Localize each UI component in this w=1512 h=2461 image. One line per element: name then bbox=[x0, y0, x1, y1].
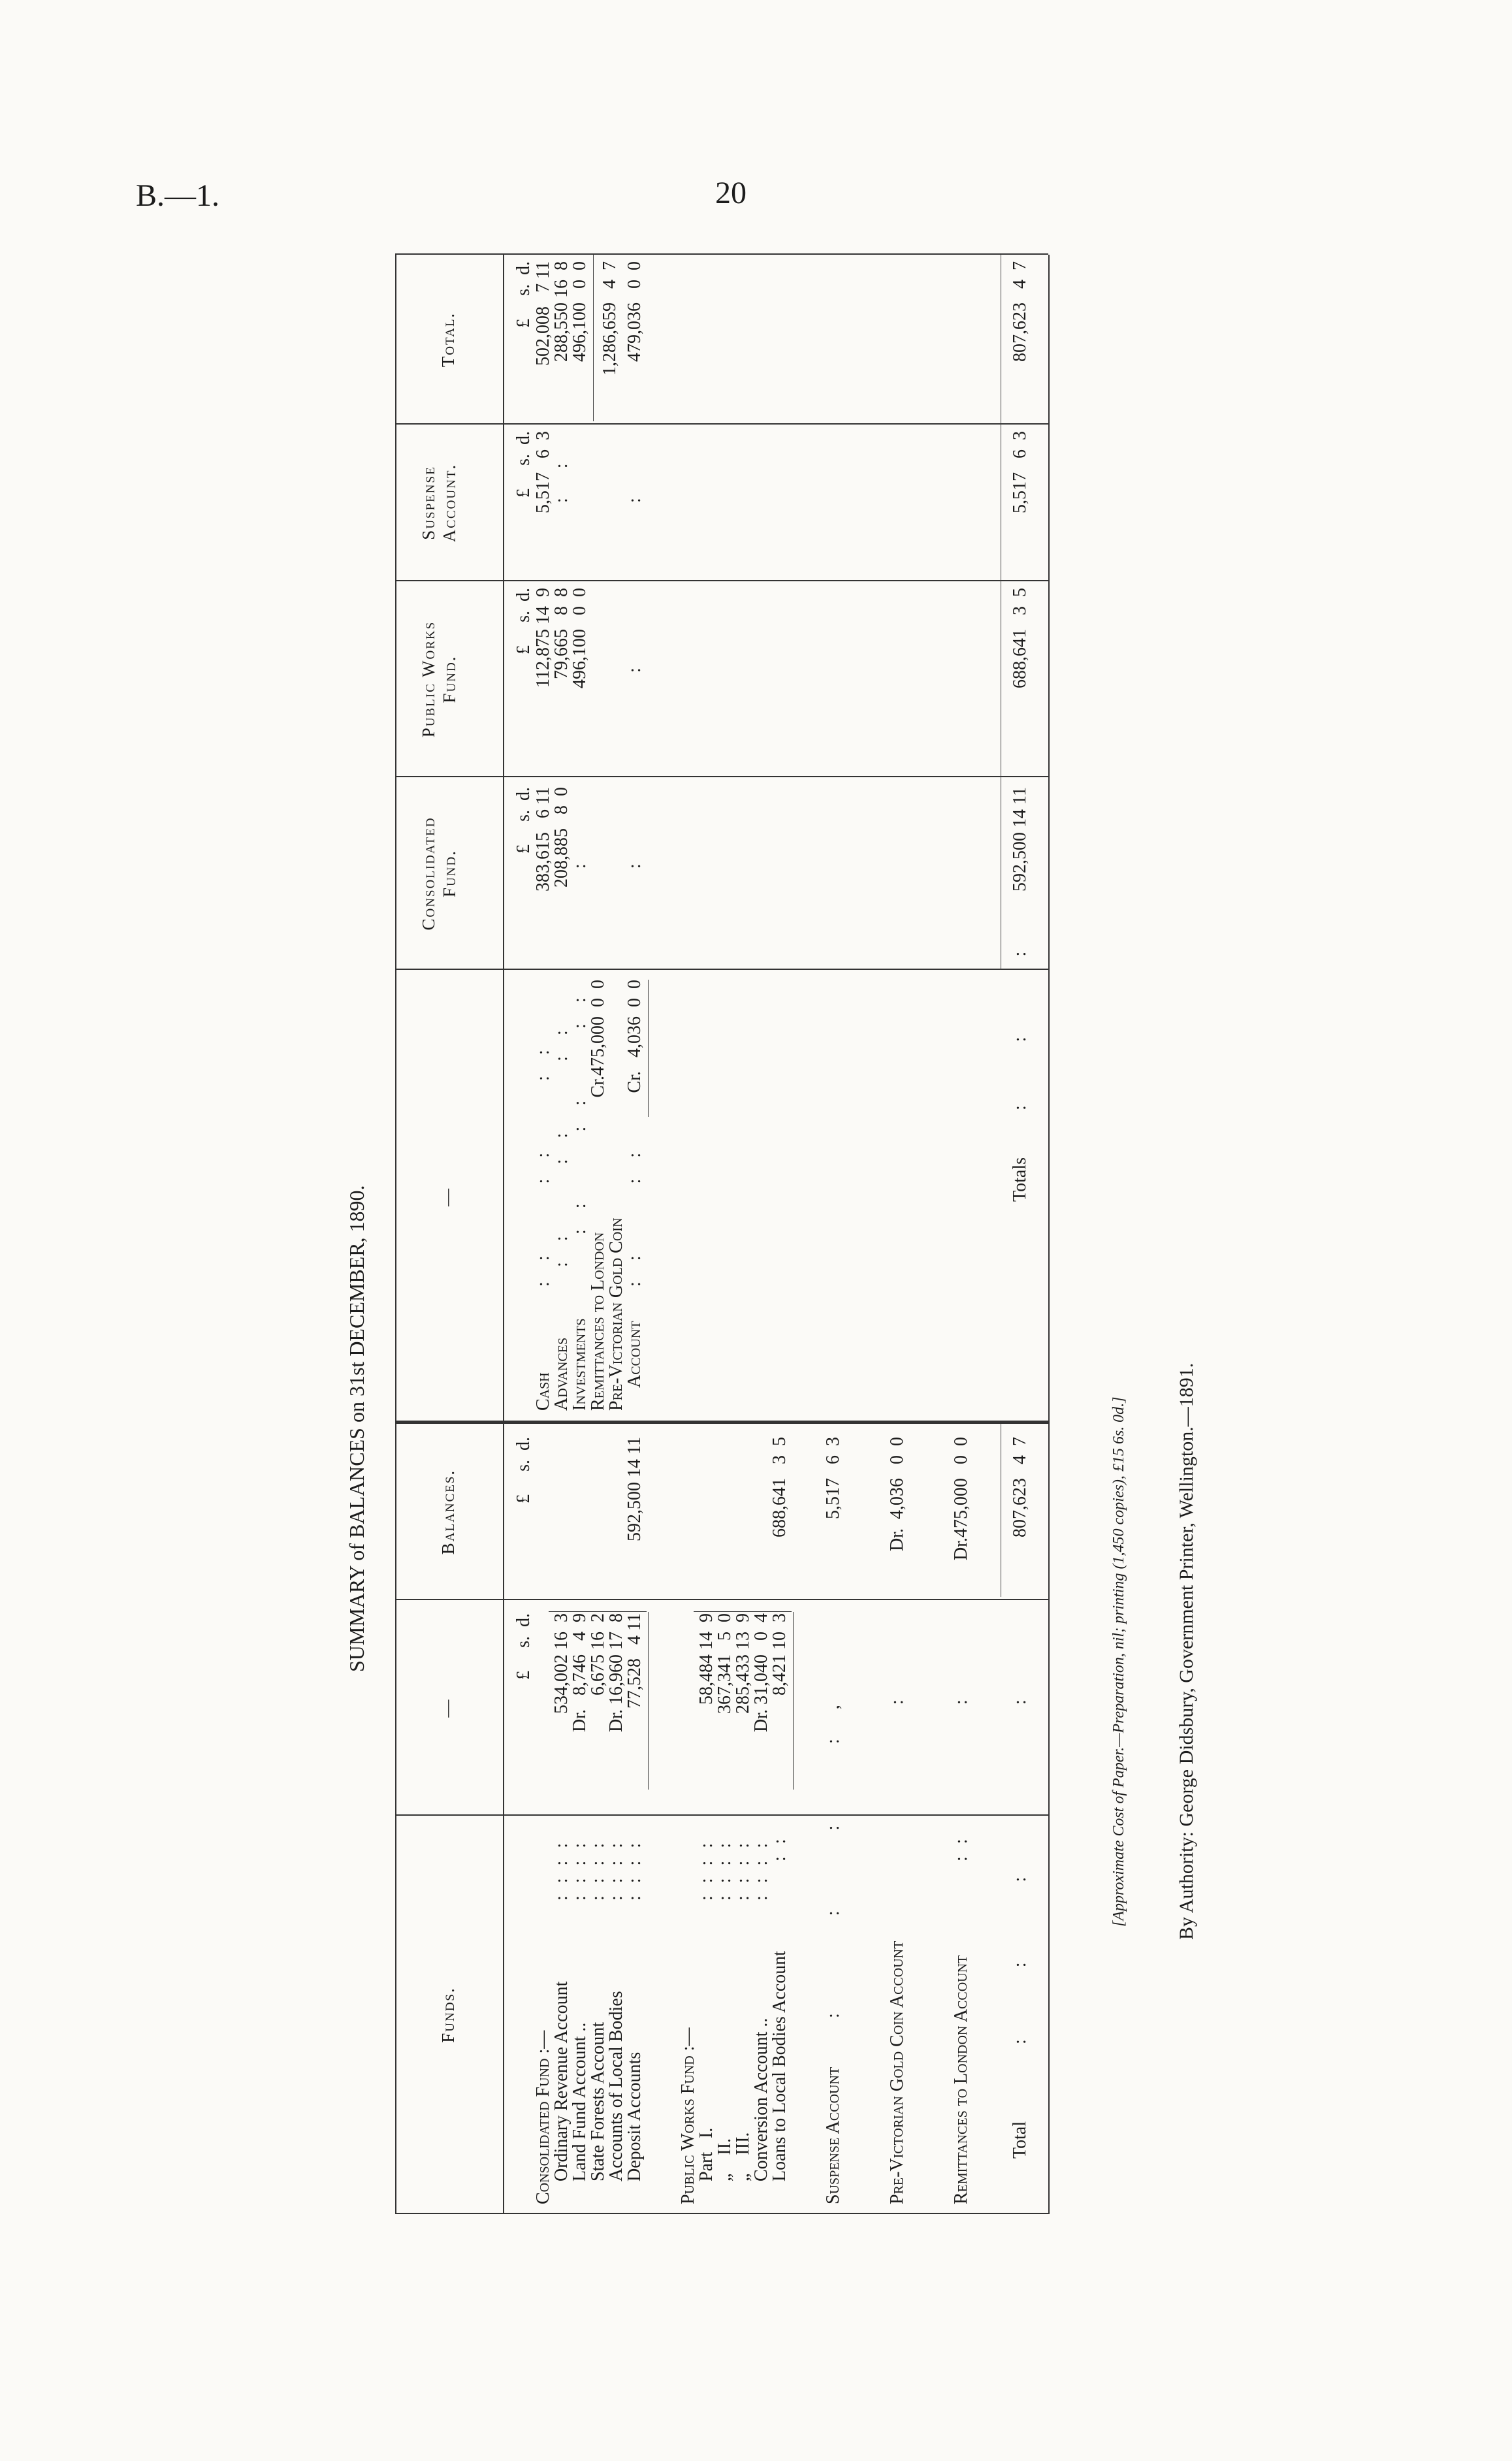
divider-center bbox=[395, 1421, 1048, 1424]
row-public-works-heading: Public Works Fund :— bbox=[678, 2027, 698, 2204]
bal-suspense: 5,517 6 3 bbox=[823, 1437, 843, 1519]
frame-left bbox=[395, 2213, 1048, 2214]
frame-bottom bbox=[1048, 255, 1050, 2214]
col-suspense: Suspense Account. bbox=[419, 463, 460, 543]
col-public-works: Public Works Fund. bbox=[419, 620, 460, 738]
divider-consolidated bbox=[395, 969, 1048, 970]
unit-consolidated: £ s. d. bbox=[513, 787, 534, 854]
row-ordinary-revenue: Ordinary Revenue Account bbox=[551, 1981, 571, 2181]
page-number: 20 bbox=[715, 176, 747, 210]
bal-total: 807,623 4 7 bbox=[1010, 1437, 1030, 1537]
divider-publicworks bbox=[395, 776, 1048, 777]
divider-suspense bbox=[395, 580, 1048, 581]
header-rule bbox=[503, 255, 504, 2214]
amt-conversion: Dr. 31,040 0 4 bbox=[751, 1613, 771, 1732]
row-previc-1: Pre-Victorian Gold Coin bbox=[606, 1217, 626, 1411]
frame-right bbox=[395, 253, 1048, 255]
bal-consolidated: 592,500 14 11 bbox=[624, 1437, 645, 1541]
sa-cash: 5,517 6 3 bbox=[533, 431, 553, 513]
cf-advances: 208,885 8 0 bbox=[551, 787, 571, 888]
pw-cash: 112,875 14 9 bbox=[533, 588, 553, 688]
sa-total: 5,517 6 3 bbox=[1010, 431, 1030, 513]
amt-part-iii: 285,433 13 9 bbox=[733, 1613, 753, 1714]
row-consolidated-heading: Consolidated Fund :— bbox=[533, 2030, 553, 2204]
unit-total: £ s. d. bbox=[513, 261, 534, 328]
unit-publicworks: £ s. d. bbox=[513, 588, 534, 654]
row-remittances: Remittances to London Account bbox=[951, 1955, 971, 2204]
authority-line: By Authority: George Didsbury, Government Printer, Wellington.—1891. bbox=[1176, 1362, 1197, 1940]
row-conversion: Conversion Account .. bbox=[751, 2018, 771, 2181]
amt-deposit: 77,528 4 11 bbox=[624, 1613, 645, 1709]
divider-amounts bbox=[395, 1599, 1048, 1600]
row-totals: Totals bbox=[1010, 1157, 1030, 1202]
pw-advances: 79,665 8 8 bbox=[551, 588, 571, 679]
row-part-i: Part I. bbox=[696, 2127, 716, 2181]
row-previc-2: Account bbox=[624, 1321, 645, 1388]
amt-loans: 8,421 10 3 bbox=[769, 1613, 790, 1696]
row-pre-victorian: Pre-Victorian Gold Coin Account bbox=[887, 1940, 907, 2204]
col-dash-right: — bbox=[437, 1187, 457, 1206]
bal-remittances: Dr.475,000 0 0 bbox=[951, 1437, 971, 1560]
frame-top bbox=[395, 255, 396, 2214]
col-total: Total. bbox=[438, 312, 458, 368]
tot-investments: 496,100 0 0 bbox=[570, 261, 590, 362]
row-loans: Loans to Local Bodies Account bbox=[769, 1950, 790, 2181]
row-suspense: Suspense Account bbox=[823, 2067, 843, 2204]
row-part-iii: „ III. bbox=[733, 2132, 753, 2181]
tot-total: 807,623 4 7 bbox=[1010, 261, 1030, 362]
tot-advances: 288,550 16 8 bbox=[551, 261, 571, 362]
tot-subtotal: 1,286,659 4 7 bbox=[600, 261, 620, 376]
row-local-bodies: Accounts of Local Bodies bbox=[606, 1991, 626, 2181]
col-consolidated: Consolidated Fund. bbox=[419, 816, 460, 931]
document-code: B.—1. bbox=[136, 178, 220, 213]
divider-funds bbox=[395, 1814, 1048, 1816]
cf-cash: 383,615 6 11 bbox=[533, 787, 553, 892]
row-remit-london: Remittances to London bbox=[588, 1232, 608, 1411]
amt-remit-london: Cr.475,000 0 0 bbox=[588, 980, 608, 1098]
amt-ordinary-revenue: 534,002 16 3 bbox=[551, 1613, 571, 1714]
tot-pre-victorian: 479,036 0 0 bbox=[624, 261, 645, 362]
amt-part-i: 58,484 14 9 bbox=[696, 1613, 716, 1705]
bal-public-works: 688,641 3 5 bbox=[769, 1437, 790, 1537]
divider-total bbox=[395, 423, 1048, 425]
row-investments: Investments bbox=[570, 1318, 590, 1411]
pw-investments: 496,100 0 0 bbox=[570, 588, 590, 688]
row-deposit: Deposit Accounts bbox=[624, 2051, 645, 2181]
amt-state-forests: 6,675 16 2 bbox=[588, 1613, 608, 1696]
amt-part-ii: 367,341 5 0 bbox=[715, 1613, 735, 1714]
col-funds: Funds. bbox=[438, 1987, 458, 2043]
pw-total: 688,641 3 5 bbox=[1010, 588, 1030, 688]
amt-local-bodies: Dr. 16,960 17 8 bbox=[606, 1613, 626, 1732]
amt-land-fund: Dr. 8,746 4 9 bbox=[570, 1613, 590, 1732]
row-state-forests: State Forests Account bbox=[588, 2021, 608, 2181]
amt-previc: Cr. 4,036 0 0 bbox=[624, 980, 645, 1093]
col-balances: Balances. bbox=[438, 1469, 458, 1555]
unit-suspense: £ s. d. bbox=[513, 431, 534, 498]
table-title: SUMMARY of BALANCES on 31st DECEMBER, 1890. bbox=[345, 1185, 368, 1672]
unit-left: £ s. d. bbox=[513, 1613, 534, 1680]
cost-note: [Approximate Cost of Paper.—Preparation, nil; printing (1,450 copies), £15 6s. 0d.] bbox=[1110, 1396, 1127, 1927]
row-total: Total bbox=[1010, 2121, 1030, 2159]
col-dash-left: — bbox=[437, 1698, 457, 1718]
cf-total: 592,500 14 11 bbox=[1010, 787, 1030, 892]
rotated-table-page: SUMMARY of BALANCES on 31st DECEMBER, 1890. Funds. — Balances. — Consolidated Fund. Public Works Fund. Suspense Account. Total. £ s. d. £ s. d. £ s. d. £ s. d. £ s. d. £ s. d. Consolidated Fund :— Ordinary Revenue Account Land Fund Account .. State Forests Account Accounts of Local Bodies Deposit Accounts Public Works Fund :— Part I. „ II. „ III. Conversion Account .. Loans to Local Bodies Account Suspense Account Pre-Victorian Gold Coin Account Remittances to London Account Total : : : : : : : : : : : : : : : : : : : : : : : : : : : : : : : : : : : : : : : : : : : : : : 534,002 16 3 Dr. 8,746 4 9 6,675 16 2 Dr. 16,960 17 8 77,528 4 11 58,484 14 9 367,341 5 0 285,433 13 9 Dr. 31,040 0 4 8,421 10 3 : , : : : 592,500 14 11 688,641 3 5 5,517 6 3 Dr. 4,036 0 0 Dr.475,000 0 0 807,623 4 7 Cash Advances Investments Remittances to London Pre-Victorian Gold Coin Account : : : : : : : : : : : : : : : : : : : : : : Cr.475,000 0 0 Cr. 4,036 0 0 Totals : : : 383,615 6 11 208,885 8 0 : : 592,500 14 11 112,875 14 9 79,665 8 8 496,100 0 0 : 688,641 3 5 5,517 6 3 : : : 5,517 6 3 502,008 7 11 288,550 16 8 496,100 0 0 1,286,659 4 7 479,036 0 0 807,623 4 7 bbox=[340, 229, 1071, 2214]
row-part-ii: „ II. bbox=[715, 2138, 735, 2181]
row-land-fund: Land Fund Account .. bbox=[570, 2022, 590, 2181]
unit-balances: £ s. d. bbox=[513, 1437, 534, 1504]
row-advances: Advances bbox=[551, 1337, 571, 1411]
bal-pre-victorian: Dr. 4,036 0 0 bbox=[887, 1437, 907, 1551]
row-cash: Cash bbox=[533, 1372, 553, 1411]
tot-cash: 502,008 7 11 bbox=[533, 261, 553, 366]
